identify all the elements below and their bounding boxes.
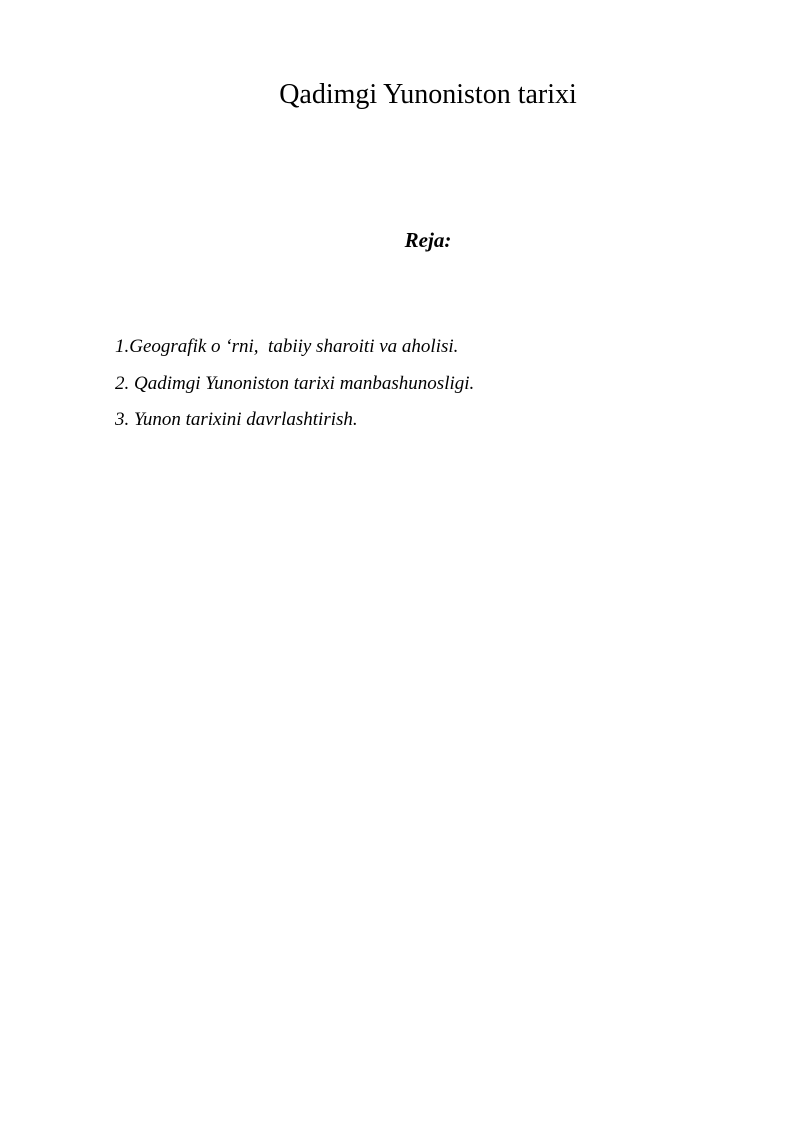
plan-heading: Reja: [404, 228, 452, 252]
document-title: Qadimgi Yunoniston tarixi [279, 79, 577, 110]
plan-item: 1.Geografik o ‘rni, tabiiy sharoiti va aholisi. [115, 336, 459, 357]
plan-list [115, 334, 474, 444]
plan-item: 2. Qadimgi Yunoniston tarixi manbashunosligi. [115, 372, 475, 394]
plan-item: 3. Yunon tarixini davrlashtirish. [115, 409, 358, 430]
